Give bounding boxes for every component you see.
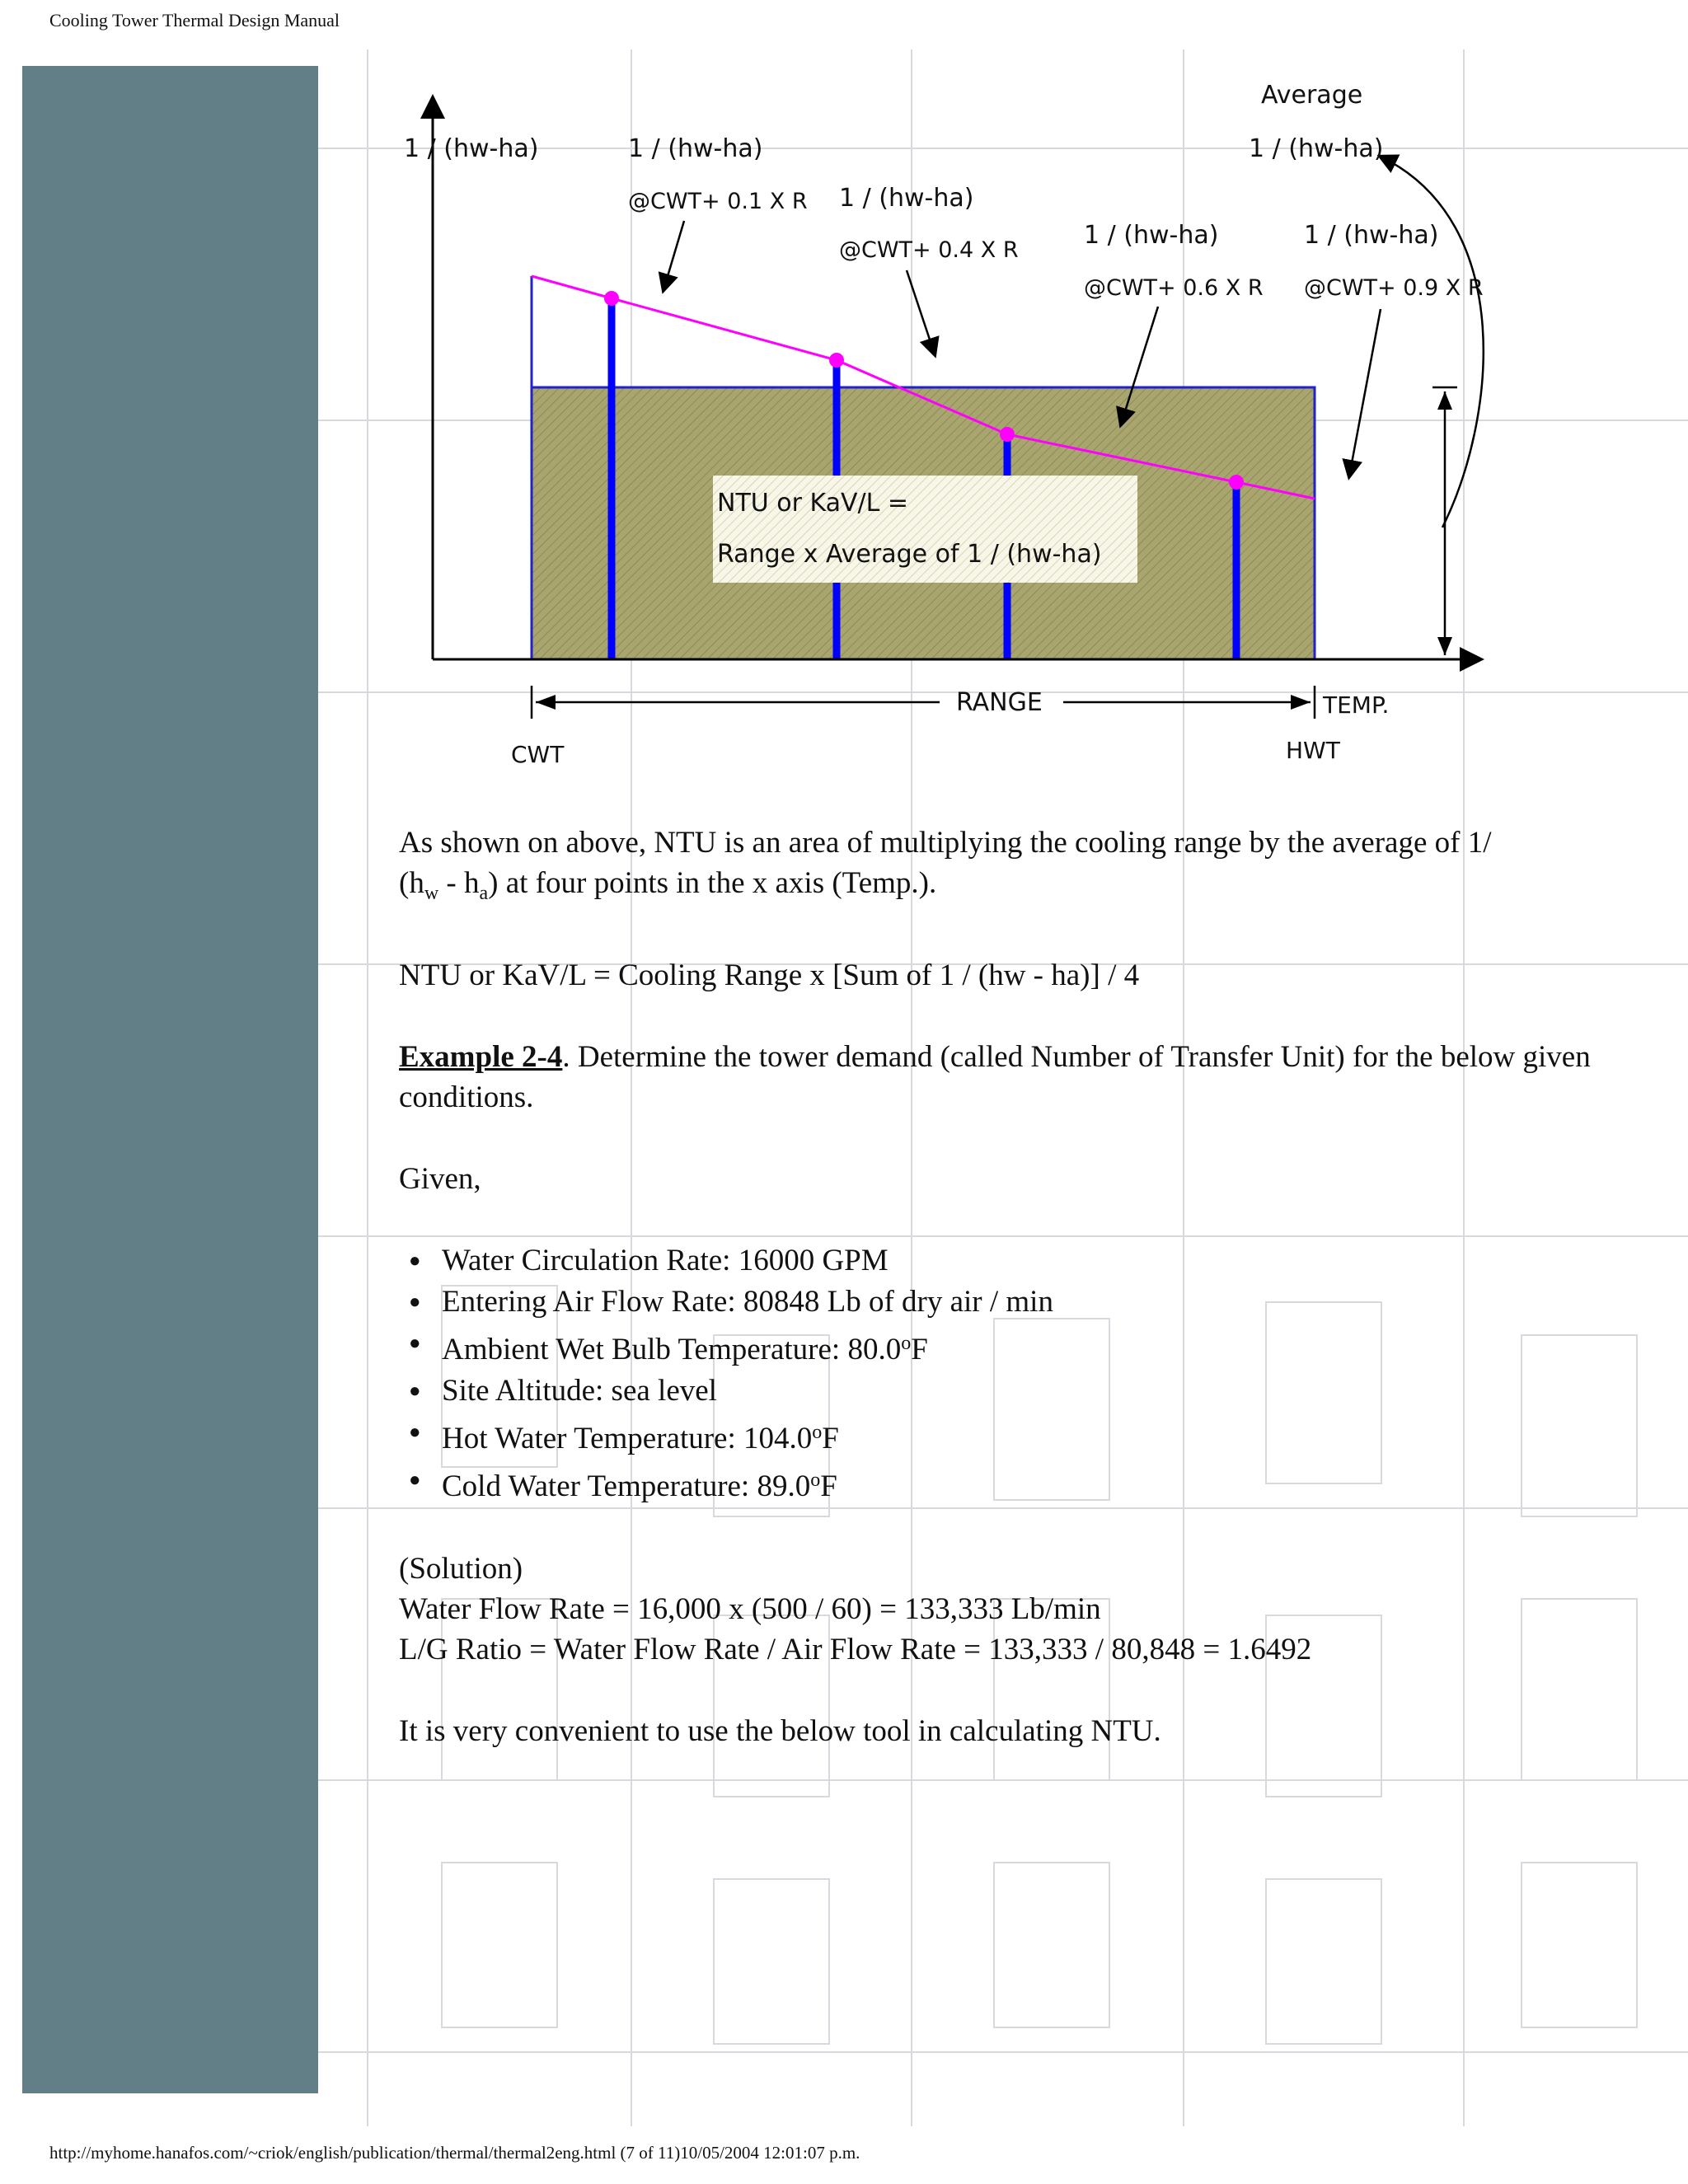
list-item: ● Site Altitude: sea level: [399, 1371, 1627, 1412]
curve-point-1: [604, 291, 619, 306]
curve-point-3: [1000, 427, 1015, 442]
ntu-diagram: [387, 74, 1508, 791]
y-axis-label: 1 / (hw-ha): [404, 134, 539, 163]
cwt-label: CWT: [511, 741, 565, 768]
leader-arrow-4: [1349, 309, 1381, 476]
point-3-label-line1: 1 / (hw-ha): [1084, 221, 1219, 250]
point-4-label-line1: 1 / (hw-ha): [1304, 221, 1439, 250]
document-footer-url: http://myhome.hanafos.com/~criok/english/publication/thermal/thermal2eng.html (7 of 11)10/05/2004 12:01:07 p.m.: [49, 2143, 860, 2163]
given-heading: Given,: [399, 1162, 481, 1196]
closing-paragraph: It is very convenient to use the below tool in calculating NTU.: [399, 1714, 1161, 1748]
leader-arrow-1: [663, 221, 684, 290]
leader-arrow-2: [907, 270, 935, 354]
box-line-1: NTU or KaV/L =: [717, 489, 909, 518]
list-item: ● Ambient Wet Bulb Temperature: 80.0$^o$F: [399, 1323, 1627, 1371]
average-curved-arrow: [1381, 157, 1484, 527]
list-item: ● Cold Water Temperature: 89.0$^o$F: [399, 1460, 1627, 1507]
range-label: RANGE: [956, 688, 1043, 717]
sidebar-panel: [22, 66, 318, 2093]
curve-point-4: [1229, 475, 1244, 490]
list-item: ● Water Circulation Rate: 16000 GPM: [399, 1240, 1627, 1282]
solution-line-2: L/G Ratio = Water Flow Rate / Air Flow Rate = 133,333 / 80,848 = 1.6492: [399, 1633, 1312, 1666]
example-label: Example 2-4: [399, 1040, 563, 1074]
document-header: Cooling Tower Thermal Design Manual: [49, 10, 340, 30]
average-title: Average: [1261, 81, 1363, 110]
point-1-label-line1: 1 / (hw-ha): [628, 134, 763, 163]
solution-line-1: Water Flow Rate = 16,000 x (500 / 60) = 133,333 Lb/min: [399, 1592, 1101, 1626]
point-1-label-line2: @CWT+ 0.1 X R: [628, 189, 808, 214]
solution-heading: (Solution): [399, 1552, 523, 1586]
point-3-label-line2: @CWT+ 0.6 X R: [1084, 275, 1264, 301]
list-item: ● Hot Water Temperature: 104.0$^o$F: [399, 1412, 1627, 1460]
intro-paragraph: As shown on above, NTU is an area of multiplying the cooling range by the average of 1/ $(h_w - h_a)$ at four points in the x axis (Temp.).: [399, 826, 1492, 904]
point-4-label-line2: @CWT+ 0.9 X R: [1304, 275, 1484, 301]
given-conditions-list: [399, 1240, 1627, 1507]
box-line-2: Range x Average of 1 / (hw-ha): [717, 540, 1102, 569]
ntu-formula: NTU or KaV/L = Cooling Range x [Sum of 1 / (hw - ha)] / 4: [399, 958, 1140, 992]
document-body: [399, 823, 1627, 1751]
list-item: ● Entering Air Flow Rate: 80848 Lb of dry air / min: [399, 1282, 1627, 1323]
hwt-label: HWT: [1286, 737, 1340, 764]
average-label: 1 / (hw-ha): [1249, 134, 1384, 163]
curve-point-2: [829, 353, 844, 368]
point-2-label-line1: 1 / (hw-ha): [839, 184, 974, 213]
temp-label: TEMP.: [1323, 691, 1390, 719]
point-2-label-line2: @CWT+ 0.4 X R: [839, 237, 1019, 263]
example-paragraph: Example 2-4. Determine the tower demand (called Number of Transfer Unit) for the below given conditions.: [399, 1040, 1591, 1114]
